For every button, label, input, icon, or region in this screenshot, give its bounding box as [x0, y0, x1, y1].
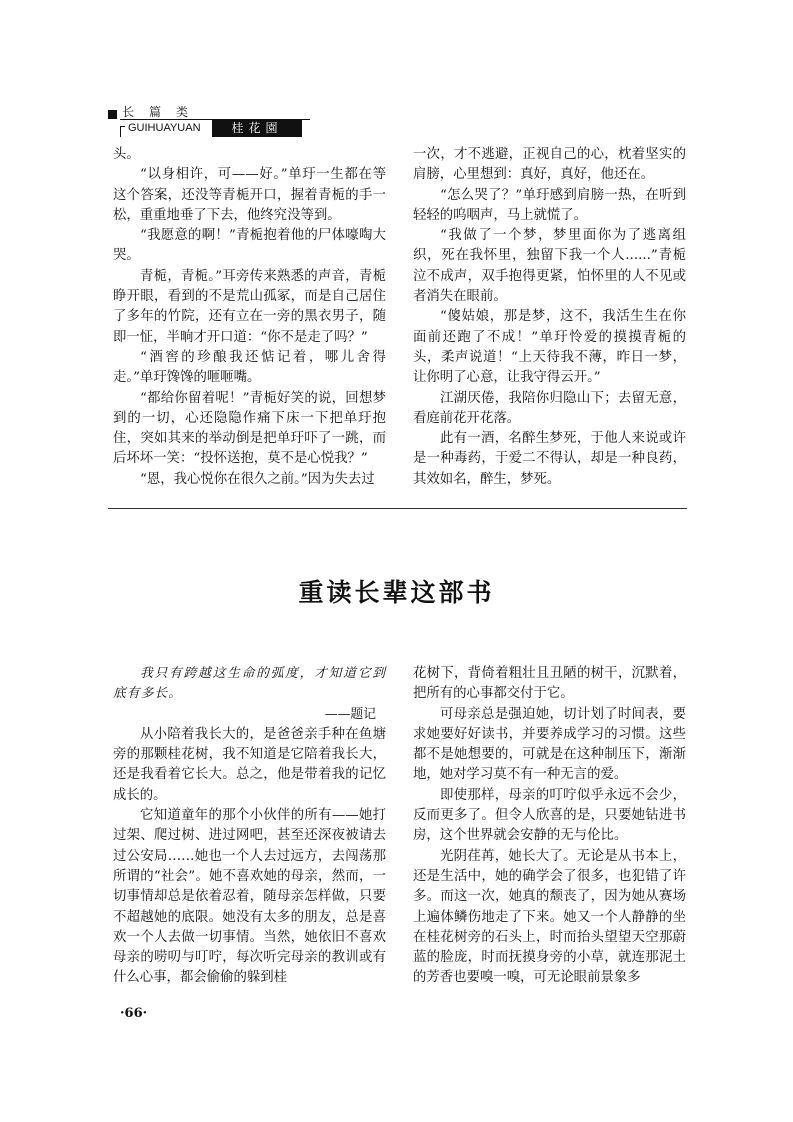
story1-left-column	[113, 145, 386, 490]
paragraph: “我愿意的啊！”青栀抱着他的尸体嚎啕大哭。	[113, 228, 386, 264]
paragraph: “怎么哭了？”单玗感到肩膀一热，在听到轻轻的呜咽声，马上就慌了。	[413, 187, 686, 223]
header-corner	[120, 126, 125, 137]
paragraph: 它知道童年的那个小伙伴的所有——她打过架、爬过树、进过网吧，甚至还深夜被请去过公安局……她也一个人去过远方，去闯荡那所谓的“社会”。她不喜欢她的母亲，然而，一切事情却总是依着忍着，随母亲怎样做，只要不超越她的底限。她没有太多的朋友，总是喜欢一个人去做一切事情。当然，她依旧不喜欢母亲的唠叨与叮咛，每次听完母亲的教训或有什么心事，都会偷偷的躲到桂	[113, 808, 386, 986]
paragraph: “我做了一个梦，梦里面你为了逃离组织，死在我怀里，独留下我一个人......”青栀泣不成声，双手抱得更紧，怕怀里的人不见或者消失在眼前。	[413, 228, 686, 305]
paragraph: 花树下，背倚着粗壮且丑陋的树干，沉默着，把所有的心事都交付于它。	[413, 666, 686, 702]
story1-right-column	[413, 145, 686, 490]
paragraph: 青栀，青栀。”耳旁传来熟悉的声音，青栀睁开眼，看到的不是荒山孤冢，而是自己居住了多年的竹院，还有立在一旁的黑衣男子，随即一怔，半晌才开口道：“你不是走了吗？”	[113, 268, 386, 345]
magazine-latin-name: GUIHUAYUAN	[128, 122, 201, 134]
paragraph: “傻姑娘，那是梦，这不，我活生生在你面前还跑了不成！”单玗怜爱的摸摸青栀的头，柔声说道！“上天待我不薄，昨日一梦，让你明了心意，让我守得云开。”	[413, 309, 686, 386]
page-number: ·66·	[120, 1006, 148, 1021]
paragraph: “恩，我心悦你在很久之前。”因为失去过	[140, 471, 375, 487]
paragraph: 即使那样，母亲的叮咛似乎永远不会少，反而更多了。但令人欣喜的是，只要她钻进书房，这个世界就会安静的无与伦比。	[413, 787, 686, 844]
paragraph: 可母亲总是强迫她，切计划了时间表，要求她要好好读书，并要养成学习的习惯。这些都不是她想要的，可就是在这种制压下，渐渐地，她对学习莫不有一种无言的爱。	[413, 706, 686, 783]
paragraph: 头。	[113, 147, 140, 162]
paragraph: 光阴荏苒，她长大了。无论是从书本上，还是生活中，她的确学会了很多，也犯错了许多。而这一次，她真的颓丧了，因为她从赛场上遍体鳞伤地走了下来。她又一个人静静的坐在桂花树旁的石头上，时而抬头望望天空那蔚蓝的脸庞，时而抚摸身旁的小草，就连那泥土的芳香也要嗅一嗅，可无论眼前景象多	[413, 848, 686, 986]
article-title: 重读长辈这部书	[298, 578, 495, 607]
magazine-header	[108, 104, 308, 138]
epigraph: 我只有跨越这生命的弧度，才知道它到底有多长。	[113, 666, 386, 702]
epigraph-signature: ——题记	[324, 706, 376, 722]
paragraph: 江湖厌倦，我陪你归隐山下；去留无意，看庭前花开花落。	[413, 390, 686, 426]
paragraph: “酒窖的珍酿我还惦记着，哪儿舍得走。”单玗馋馋的咂咂嘴。	[113, 349, 386, 386]
story2-right-column	[413, 664, 686, 989]
magazine-chinese-name: 桂花園	[212, 119, 302, 137]
section-category: 长篇类	[122, 105, 204, 119]
paragraph: 一次，才不逃避，正视自己的心，枕着坚实的肩膀，心里想到：真好，真好，他还在。	[413, 147, 686, 183]
section-divider	[108, 508, 687, 509]
story2-left-column	[113, 664, 386, 989]
paragraph: 从小陪着我长大的，是爸爸亲手种在鱼塘旁的那颗桂花树，我不知道是它陪着我长大，还是我看着它长大。总之，他是带着我的记忆成长的。	[113, 726, 386, 803]
paragraph: 此有一酒，名醉生梦死，于他人来说或许是一种毒药，于爱二不得认，却是一种良药，其效如名，醉生，梦死。	[413, 431, 686, 487]
paragraph: “都给你留着呢！”青栀好笑的说，回想梦到的一切，心还隐隐作痛下床一下把单玗抱住，突如其来的举动倒是把单玗吓了一跳，而后坏坏一笑：“投怀送抱，莫不是心悦我？”	[113, 390, 386, 467]
square-bullet-icon	[108, 110, 117, 119]
paragraph: “以身相许，可——好。”单玗一生都在等这个答案，还没等青栀开口，握着青栀的手一松，重重地垂了下去，他终究没等到。	[113, 167, 386, 223]
